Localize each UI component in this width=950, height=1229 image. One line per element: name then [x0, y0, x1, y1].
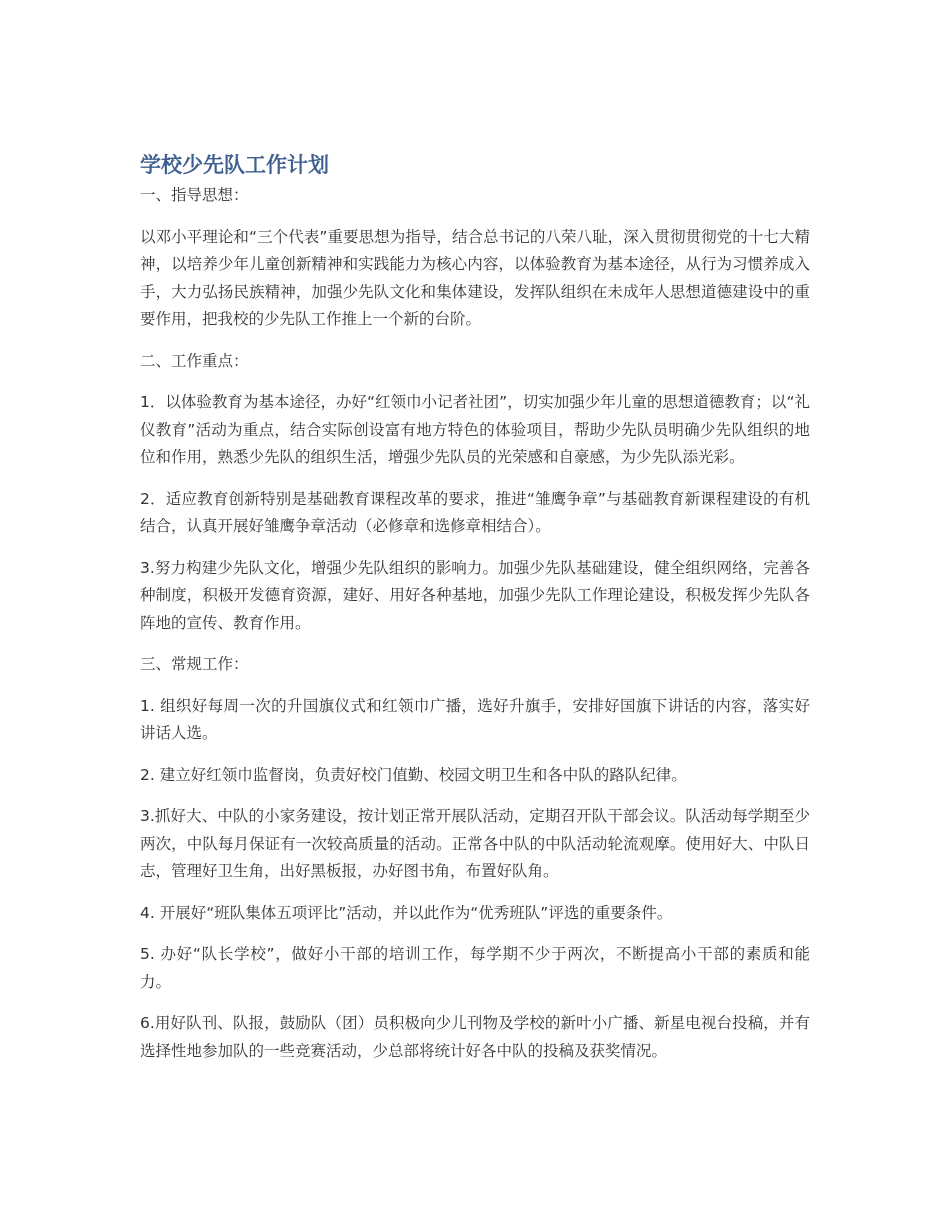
work-focus-item: 2．适应教育创新特别是基础教育课程改革的要求，推进“雏鹰争章”与基础教育新课程建设的有机结合，认真开展好雏鹰争章活动（必修章和选修章相结合）。: [140, 489, 810, 535]
routine-work-item: 3.抓好大、中队的小家务建设，按计划正常开展队活动，定期召开队干部会议。队活动每学期至少两次，中队每月保证有一次较高质量的活动。正常各中队的中队活动轮流观摩。使用好大、中队日志，管理好卫生角，出好黑板报，办好图书角，布置好队角。: [140, 807, 810, 880]
document-title: 学校少先队工作计划: [140, 153, 329, 177]
document-body: [140, 150, 810, 1079]
work-focus-item: 3.努力构建少先队文化，增强少先队组织的影响力。加强少先队基础建设，健全组织网络，完善各种制度，积极开发德育资源，建好、用好各种基地，加强少先队工作理论建设，积极发挥少先队各阵地的宣传、教育作用。: [140, 558, 810, 632]
routine-work-item: 1. 组织好每周一次的升国旗仪式和红领巾广播，选好升旗手，安排好国旗下讲话的内容，落实好讲话人选。: [140, 696, 810, 742]
section-heading-work-focus: 二、工作重点：: [140, 351, 249, 370]
paragraph-guiding-thought: 以邓小平理论和“三个代表”重要思想为指导，结合总书记的八荣八耻，深入贯彻贯彻党的十七大精神，以培养少年儿童创新精神和实践能力为核心内容，以体验教育为基本途径，从行为习惯养成入手，大力弘扬民族精神，加强少先队文化和集体建设，发挥队组织在未成年人思想道德建设中的重要作用，把我校的少先队工作推上一个新的台阶。: [140, 227, 810, 328]
routine-work-item: 5. 办好“队长学校”，做好小干部的培训工作，每学期不少于两次，不断提高小干部的素质和能力。: [140, 945, 810, 991]
routine-work-item: 4. 开展好“班队集体五项评比”活动，并以此作为“优秀班队”评选的重要条件。: [140, 903, 673, 922]
routine-work-item: 6.用好队刊、队报，鼓励队（团）员积极向少儿刊物及学校的新叶小广播、新星电视台投稿，并有选择性地参加队的一些竞赛活动，少总部将统计好各中队的投稿及获奖情况。: [140, 1014, 810, 1060]
routine-work-item: 2. 建立好红领巾监督岗，负责好校门值勤、校园文明卫生和各中队的路队纪律。: [140, 765, 687, 784]
section-heading-guiding-thought: 一、指导思想：: [140, 186, 249, 204]
section-heading-routine-work: 三、常规工作：: [140, 655, 249, 673]
work-focus-item: 1．以体验教育为基本途径，办好“红领巾小记者社团”，切实加强少年儿童的思想道德教育；以“礼仪教育”活动为重点，结合实际创设富有地方特色的体验项目，帮助少先队员明确少先队组织的地位和作用，熟悉少先队的组织生活，增强少先队员的光荣感和自豪感，为少先队添光彩。: [140, 393, 810, 466]
